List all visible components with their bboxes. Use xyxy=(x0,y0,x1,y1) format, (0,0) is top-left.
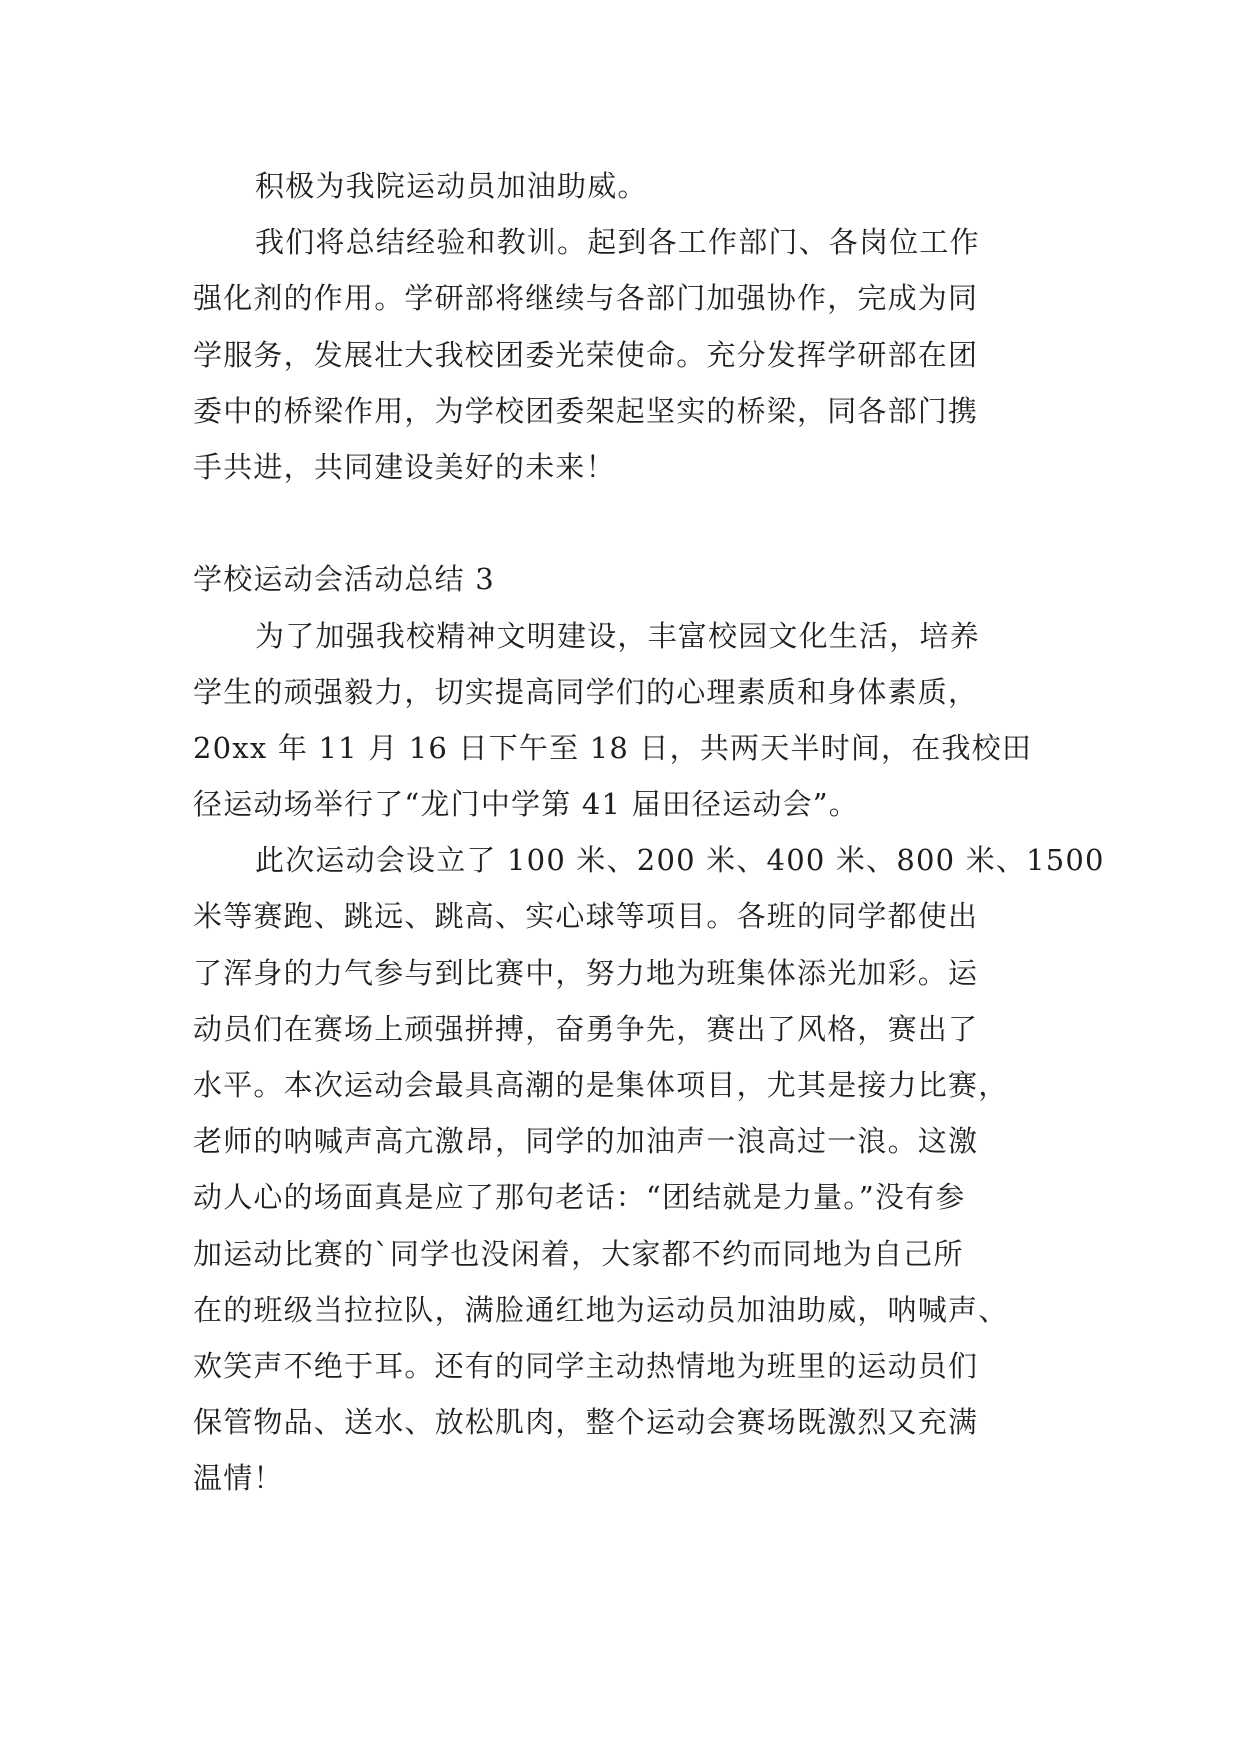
text-line: 此次运动会设立了 100 米、200 米、400 米、800 米、1500 xyxy=(255,843,1105,878)
text-line: 我们将总结经验和教训。起到各工作部门、各岗位工作 xyxy=(255,225,980,260)
text-line: 20xx 年 11 月 16 日下午至 18 日，共两天半时间，在我校田 xyxy=(193,730,1033,765)
text-line: 老师的呐喊声高亢激昂，同学的加油声一浪高过一浪。这激 xyxy=(193,1124,979,1159)
paragraph-3 xyxy=(193,608,1053,833)
text-line: 学生的顽强毅力，切实提高同学们的心理素质和身体素质， xyxy=(193,674,979,709)
text-line: 积极为我院运动员加油助威。 xyxy=(255,169,648,203)
text-line: 学服务，发展壮大我校团委光荣使命。充分发挥学研部在团 xyxy=(193,337,979,372)
text-line: 欢笑声不绝于耳。还有的同学主动热情地为班里的运动员们 xyxy=(193,1348,979,1383)
text-line: 强化剂的作用。学研部将继续与各部门加强协作，完成为同 xyxy=(193,281,979,316)
text-line: 径运动场举行了“龙门中学第 41 届田径运动会”。 xyxy=(193,787,859,822)
section-heading: 学校运动会活动总结 3 xyxy=(193,562,495,597)
text-line: 温情！ xyxy=(193,1461,284,1496)
text-line: 加运动比赛的`同学也没闲着，大家都不约而同地为自己所 xyxy=(193,1236,964,1271)
paragraph-2 xyxy=(193,214,1053,495)
text-line: 为了加强我校精神文明建设，丰富校园文化生活，培养 xyxy=(255,618,980,653)
text-line: 委中的桥梁作用，为学校团委架起坚实的桥梁，同各部门携 xyxy=(193,393,979,428)
text-line: 保管物品、送水、放松肌肉，整个运动会赛场既激烈又充满 xyxy=(193,1405,979,1440)
text-line: 动人心的场面真是应了那句老话：“团结就是力量。”没有参 xyxy=(193,1180,966,1215)
document-body xyxy=(193,158,1105,1507)
paragraph-1 xyxy=(193,158,1053,214)
text-line: 米等赛跑、跳远、跳高、实心球等项目。各班的同学都使出 xyxy=(193,899,979,934)
paragraph-4 xyxy=(193,832,1105,1506)
text-line: 水平。本次运动会最具高潮的是集体项目，尤其是接力比赛， xyxy=(193,1068,1009,1102)
text-line: 动员们在赛场上顽强拼搏，奋勇争先，赛出了风格，赛出了 xyxy=(193,1011,979,1046)
paragraph-gap xyxy=(193,495,1053,551)
text-line: 在的班级当拉拉队，满脸通红地为运动员加油助威，呐喊声、 xyxy=(193,1292,1009,1327)
text-line: 了浑身的力气参与到比赛中，努力地为班集体添光加彩。运 xyxy=(193,955,979,990)
text-line: 手共进，共同建设美好的未来！ xyxy=(193,449,616,484)
